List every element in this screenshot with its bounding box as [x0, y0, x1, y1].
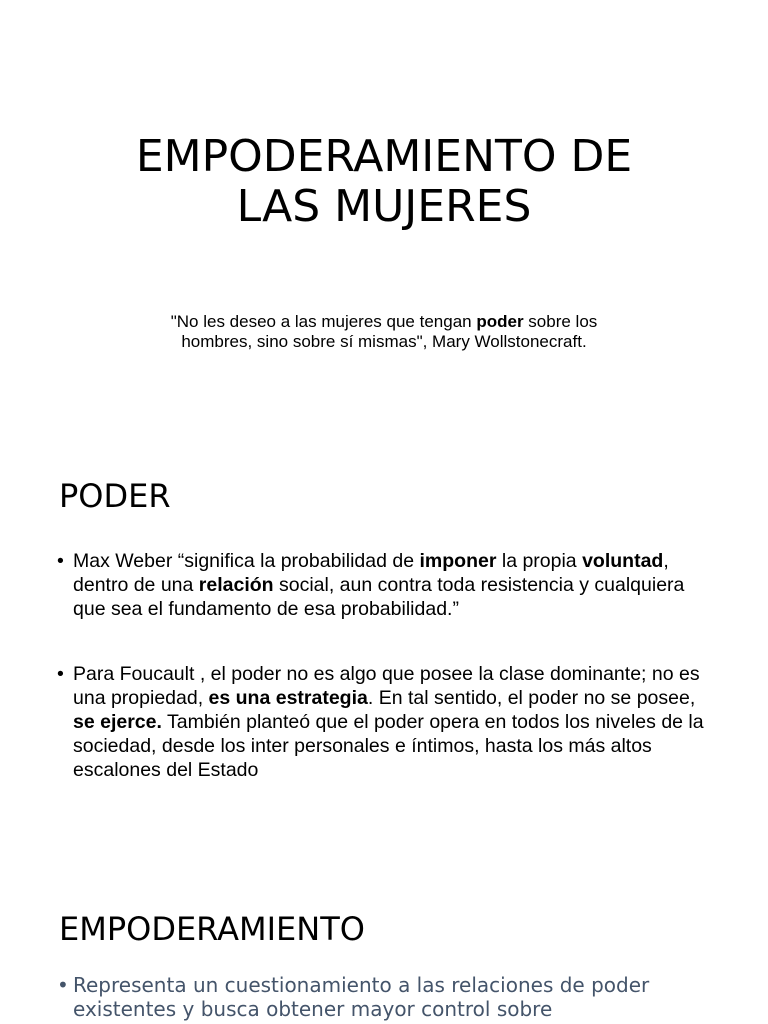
poder-bullet-list: [57, 549, 717, 783]
empoderamiento-bullet-list: [57, 973, 717, 1021]
main-title: [0, 132, 768, 232]
section-title-empoderamiento: EMPODERAMIENTO: [59, 910, 365, 948]
bullet-dot-icon: •: [57, 973, 69, 997]
quote-subtitle: [120, 312, 648, 352]
poder-slide: [0, 432, 768, 864]
bullet-foucault: • Para Foucault , el poder no es algo que posee la clase dominante; no es una propiedad, es una estrategia. En tal sentido, el poder no se posee, se ejerce. También planteó que el poder opera en todos los niveles de la sociedad, desde los inter personales e íntimos, hasta los más altos escalones del Estado: [57, 662, 704, 782]
empoderamiento-slide: [0, 864, 768, 1024]
bullet-weber: • Max Weber “significa la probabilidad de imponer la propia voluntad, dentro de una relación social, aun contra toda resistencia y cualquiera que sea el fundamento de esa probabilidad.”: [57, 550, 685, 621]
main-title-line-1: EMPODERAMIENTO DE: [135, 131, 633, 182]
bullet-dot-icon: •: [57, 550, 64, 572]
main-title-line-2: LAS MUJERES: [236, 181, 532, 232]
quote-line-2: hombres, sino sobre sí mismas", Mary Wollstonecraft.: [181, 332, 587, 351]
bullet-dot-icon: •: [57, 662, 64, 685]
bullet-representa: • Representa un cuestionamiento a las relaciones de poder existentes y busca obtener mayor control sobre: [57, 973, 650, 1021]
section-title-poder: PODER: [59, 477, 171, 515]
quote-bold-poder: poder: [476, 312, 524, 331]
quote-line-1: "No les deseo a las mujeres que tengan poder sobre los: [170, 312, 598, 331]
title-slide: [0, 0, 768, 432]
